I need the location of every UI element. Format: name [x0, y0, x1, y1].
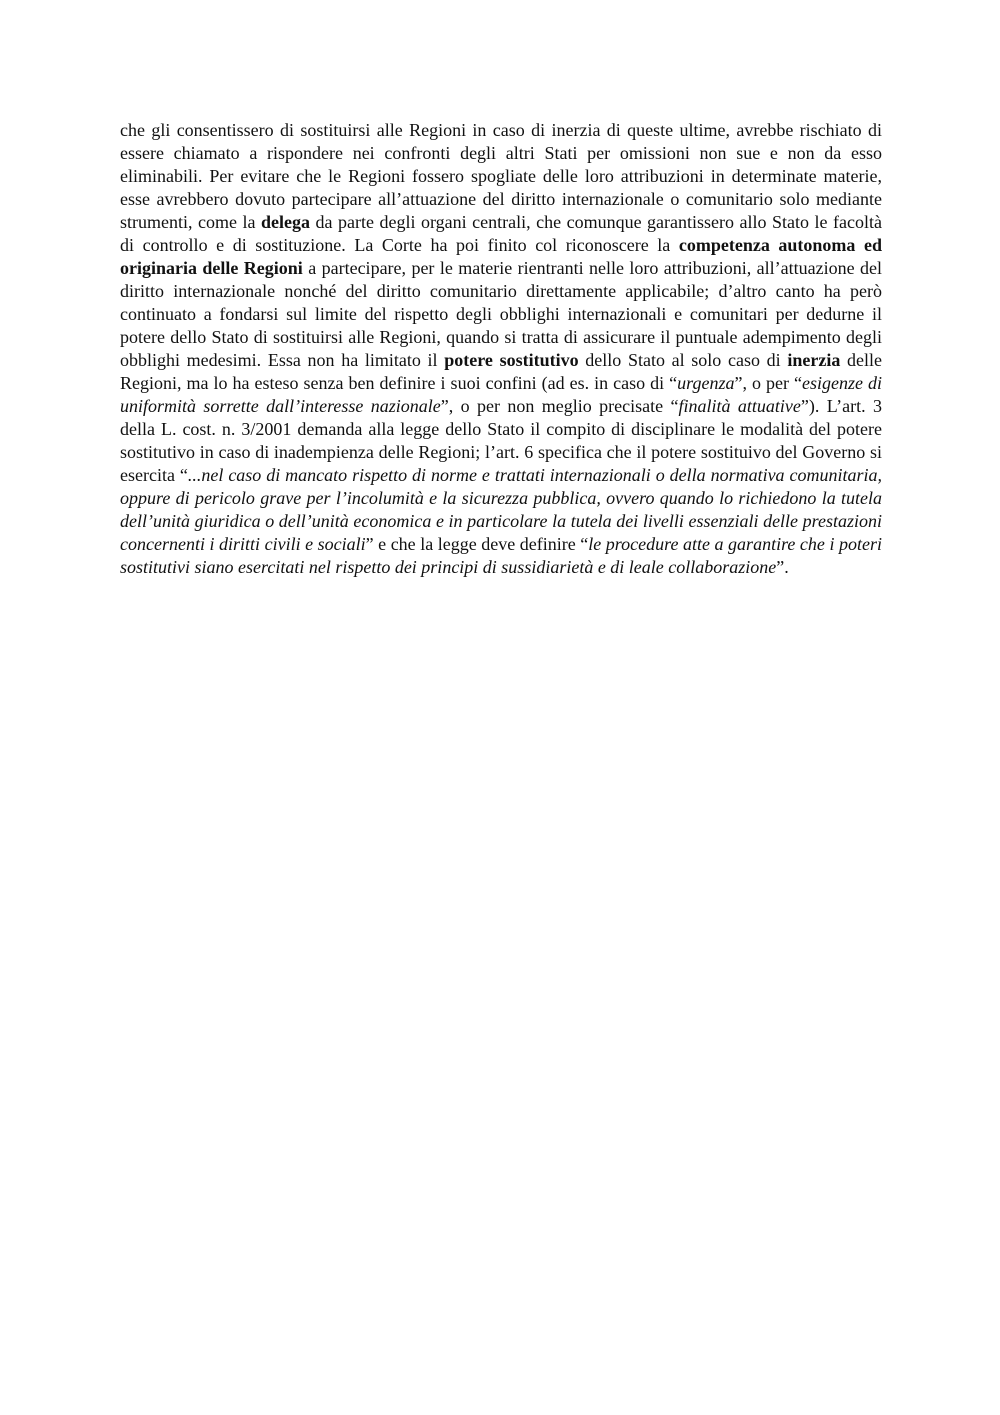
text-run: che gli consentissero di sostituirsi alle Regioni in caso di inerzia di queste ultime, avrebbe rischiato di essere chiamato a rispondere nei confronti degli altri Stati per omissioni non sue e non da esso eliminabili. Per evitare che le Regioni fossero spogliate delle loro attribuzioni in determinate materie, esse avrebbero dovuto partecipare all’attuazione del diritto internazionale o comunitario solo mediante strumenti, come la	[120, 120, 882, 232]
text-run: da parte degli organi centrali, che comunque garantissero allo Stato le facoltà di controllo e di sostituzione. La Corte ha poi finito col riconoscere la	[120, 212, 882, 255]
text-run: ”.	[776, 557, 789, 577]
text-run: ”). L’art. 3 della L. cost. n. 3/2001 demanda alla legge dello Stato il compito di disciplinare le modalità del potere sostitutivo in caso di inadempienza delle Regioni; l’art. 6 specifica che il potere sostituivo del Governo si esercita “	[120, 396, 882, 485]
italic-quote-art6: ...nel caso di mancato rispetto di norme e trattati internazionali o della normativa comunitaria, oppure di pericolo grave per l’incolumità e la sicurezza pubblica, ovvero quando lo richiedono la tutela dell’unità giuridica o dell’unità economica e in particolare la tutela dei livelli essenziali delle prestazioni concernenti i diritti civili e sociali	[120, 465, 882, 554]
text-run: ” e che la legge deve definire “	[365, 534, 589, 554]
italic-quote-esigenze: esigenze di uniformità sorrette dall’interesse nazionale	[120, 373, 883, 416]
text-run: a partecipare, per le materie rientranti nelle loro attribuzioni, all’attuazione del diritto internazionale nonché del diritto comunitario direttamente applicabile; d’altro canto ha però continuato a fondarsi sul limite del rispetto degli obblighi internazionali e comunitari per dedurne il potere dello Stato di sostituirsi alle Regioni, quando si tratta di assicurare il puntuale adempimento degli obblighi medesimi. Essa non ha limitato il	[120, 258, 882, 370]
bold-term-competenza: competenza autonoma ed originaria delle Regioni	[120, 235, 882, 278]
bold-term-delega: delega	[260, 212, 310, 232]
text-run: dello Stato al solo caso di	[578, 350, 788, 370]
italic-quote-procedure: le procedure atte a garantire che i poteri sostitutivi siano esercitati nel rispetto dei principi di sussidiarietà e di leale collaborazione	[120, 534, 882, 577]
text-run: delle Regioni, ma lo ha esteso senza ben definire i suoi confini (ad es. in caso di “	[120, 350, 882, 393]
text-run: ”, o per non meglio precisate “	[440, 396, 679, 416]
bold-term-inerzia: inerzia	[787, 350, 841, 370]
bold-term-potere-sostitutivo: potere sostitutivo	[444, 350, 579, 370]
body-paragraph	[120, 119, 882, 579]
text-run: ”, o per “	[734, 373, 803, 393]
italic-quote-finalita: finalità attuative	[678, 396, 801, 416]
italic-quote-urgenza: urgenza	[677, 373, 735, 393]
